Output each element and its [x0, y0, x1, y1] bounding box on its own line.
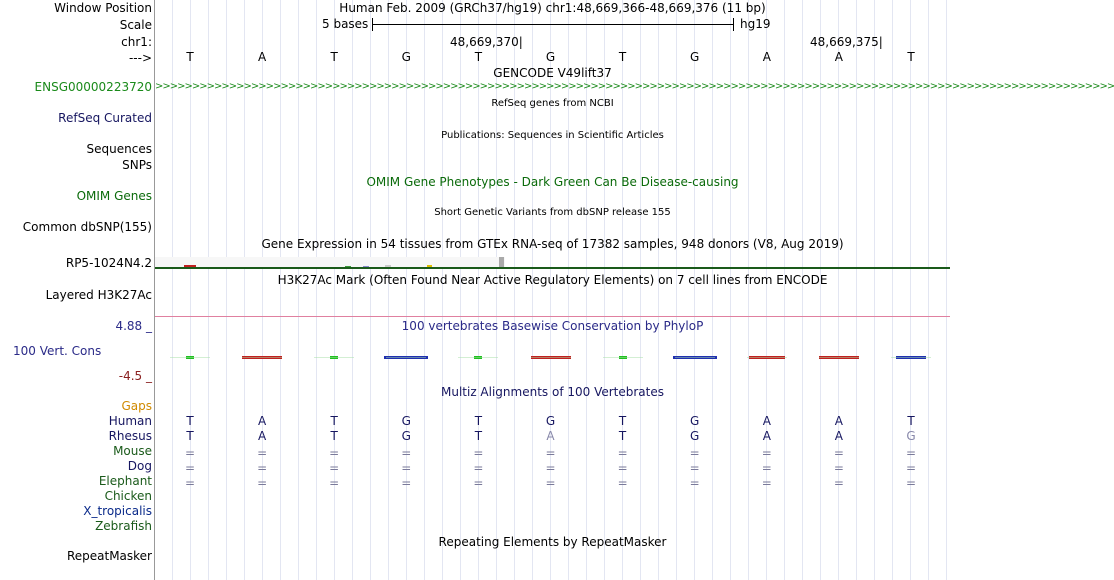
window-position-label: Window Position	[54, 1, 152, 15]
species-label-rhesus[interactable]: Rhesus	[108, 429, 152, 443]
cons-baseline-tick	[675, 357, 715, 358]
aligned-match-dash: =	[905, 461, 917, 475]
aligned-match-dash: =	[257, 476, 268, 490]
aligned-match-dash: =	[761, 446, 772, 460]
cons-baseline-tick	[819, 357, 859, 358]
species-label-elephant[interactable]: Elephant	[98, 474, 152, 488]
aligned-base: A	[257, 429, 267, 443]
refseq-label[interactable]: RefSeq Curated	[58, 111, 152, 125]
aligned-match-dash: =	[545, 476, 556, 490]
aligned-base: G	[690, 429, 700, 443]
aligned-base: A	[257, 414, 267, 428]
gtex-label[interactable]: RP5-1024N4.2	[65, 256, 152, 270]
coord-label-2: 48,669,375|	[810, 35, 883, 49]
aligned-match-dash: =	[257, 461, 268, 475]
gencode-label[interactable]: ENSG00000223720	[34, 80, 152, 94]
h3k27ac-title: H3K27Ac Mark (Often Found Near Active Regulatory Elements) on 7 cell lines from ENCODE	[277, 273, 828, 287]
scale-label: Scale	[119, 18, 152, 32]
species-label-mouse[interactable]: Mouse	[113, 444, 152, 458]
aligned-base: G	[690, 414, 700, 428]
aligned-match-dash: =	[473, 446, 484, 460]
aligned-match-dash: =	[184, 446, 196, 460]
aligned-match-dash: =	[833, 476, 844, 490]
omim-label[interactable]: OMIM Genes	[76, 189, 152, 203]
h3k27ac-label[interactable]: Layered H3K27Ac	[45, 288, 152, 302]
publications-title: Publications: Sequences in Scientific Articles	[441, 130, 664, 141]
dbsnp-label[interactable]: Common dbSNP(155)	[22, 220, 152, 234]
aligned-match-dash: =	[761, 476, 772, 490]
repeatmasker-title: Repeating Elements by RepeatMasker	[438, 535, 667, 549]
aligned-base: T	[618, 429, 627, 443]
cons-baseline-tick	[386, 357, 426, 358]
gencode-title: GENCODE V49lift37	[493, 66, 612, 80]
aligned-match-dash: =	[833, 446, 844, 460]
aligned-match-dash: =	[689, 476, 700, 490]
aligned-match-dash: =	[689, 446, 700, 460]
aligned-match-dash: =	[401, 461, 412, 475]
aligned-base: T	[186, 414, 194, 428]
aligned-base: T	[618, 414, 627, 428]
reference-base: T	[186, 50, 194, 64]
aligned-match-dash: =	[617, 476, 628, 490]
aligned-match-dash: =	[329, 476, 340, 490]
cons-baseline-tick	[170, 357, 210, 358]
aligned-base: A	[762, 414, 771, 428]
aligned-match-dash: =	[473, 461, 484, 475]
scale-text: 5 bases	[322, 17, 369, 31]
cons-title: 100 vertebrates Basewise Conservation by PhyloP	[401, 319, 704, 333]
aligned-match-dash: =	[689, 461, 700, 475]
aligned-match-dash: =	[401, 446, 412, 460]
reference-base: G	[690, 50, 700, 64]
cons-baseline-tick	[747, 357, 787, 358]
reference-base: A	[834, 50, 843, 64]
aligned-base: A	[762, 429, 771, 443]
aligned-match-dash: =	[617, 461, 628, 475]
repeatmasker-label[interactable]: RepeatMasker	[66, 549, 152, 563]
aligned-match-dash: =	[473, 476, 484, 490]
aligned-match-dash: =	[257, 446, 268, 460]
aligned-match-dash: =	[184, 476, 196, 490]
reference-base: A	[257, 50, 267, 64]
aligned-base: T	[474, 429, 483, 443]
reference-base: G	[545, 50, 556, 64]
reference-base: A	[762, 50, 771, 64]
assembly-position-text: Human Feb. 2009 (GRCh37/hg19) chr1:48,669,366-48,669,376 (11 bp)	[339, 1, 766, 15]
species-label-zebrafish[interactable]: Zebrafish	[95, 519, 152, 533]
strand-arrow-label: --->	[128, 51, 152, 65]
aligned-base: G	[401, 429, 411, 443]
aligned-match-dash: =	[545, 446, 556, 460]
aligned-match-dash: =	[545, 461, 556, 475]
aligned-base: A	[834, 414, 843, 428]
cons-label[interactable]: 100 Vert. Cons	[13, 344, 102, 358]
cons-baseline-tick	[891, 357, 931, 358]
cons-baseline-tick	[458, 357, 498, 358]
species-label-dog[interactable]: Dog	[127, 459, 152, 473]
omim-title: OMIM Gene Phenotypes - Dark Green Can Be Disease-causing	[366, 175, 739, 189]
gaps-label: Gaps	[121, 399, 152, 413]
aligned-match-dash: =	[905, 446, 917, 460]
chrom-label: chr1:	[121, 35, 152, 49]
aligned-base: T	[186, 429, 194, 443]
cons-baseline-tick	[242, 357, 282, 358]
sequences-label[interactable]: Sequences	[86, 142, 152, 156]
reference-base: T	[330, 50, 338, 64]
dbsnp-title: Short Genetic Variants from dbSNP release 155	[434, 207, 671, 218]
scale-bar	[372, 17, 734, 31]
aligned-base: T	[474, 414, 483, 428]
cons-min-value: -4.5 _	[118, 369, 152, 383]
assembly-short: hg19	[740, 17, 771, 31]
reference-base: T	[474, 50, 483, 64]
aligned-match-dash: =	[617, 446, 628, 460]
species-label-x_tropicalis[interactable]: X_tropicalis	[83, 504, 152, 518]
coord-label-1: 48,669,370|	[450, 35, 523, 49]
aligned-base: G	[545, 414, 556, 428]
aligned-match-dash: =	[329, 461, 340, 475]
species-label-chicken[interactable]: Chicken	[104, 489, 152, 503]
snps-label[interactable]: SNPs	[122, 158, 152, 172]
aligned-match-dash: =	[905, 476, 917, 490]
h3k27ac-baseline	[155, 316, 950, 317]
cons-max-value: 4.88 _	[115, 319, 152, 333]
aligned-base: G	[906, 429, 916, 443]
gtex-title: Gene Expression in 54 tissues from GTEx RNA-seq of 17382 samples, 948 donors (V8, Aug 2019)	[261, 237, 844, 251]
aligned-base: T	[330, 414, 338, 428]
cons-baseline-tick	[314, 357, 354, 358]
multiz-title: Multiz Alignments of 100 Vertebrates	[440, 385, 665, 399]
reference-base: T	[618, 50, 627, 64]
species-label-human[interactable]: Human	[108, 414, 152, 428]
reference-base: T	[907, 50, 915, 64]
gtex-baseline	[155, 267, 950, 269]
aligned-base: G	[401, 414, 411, 428]
cons-baseline-tick	[603, 357, 643, 358]
aligned-match-dash: =	[761, 461, 772, 475]
aligned-match-dash: =	[184, 461, 196, 475]
refseq-title: RefSeq genes from NCBI	[491, 98, 614, 109]
reference-base: G	[401, 50, 411, 64]
aligned-base: A	[834, 429, 843, 443]
cons-baseline-tick	[531, 357, 571, 358]
aligned-base: T	[907, 414, 915, 428]
aligned-match-dash: =	[401, 476, 412, 490]
aligned-match-dash: =	[833, 461, 844, 475]
aligned-match-dash: =	[329, 446, 340, 460]
aligned-base: T	[330, 429, 338, 443]
aligned-base: A	[546, 429, 555, 443]
gencode-gene-feature[interactable]: >>>>>>>>>>>>>>>>>>>>>>>>>>>>>>>>>>>>>>>>>>>>>>>>>>>>>>>>>>>>>>>>>>>>>>>>>>>>>>>>>>>>>>>>>>>>>>>>>>>>>>>>>>>>>>>>>>>>>>>>>>>>>>>>>>	[155, 81, 1114, 92]
